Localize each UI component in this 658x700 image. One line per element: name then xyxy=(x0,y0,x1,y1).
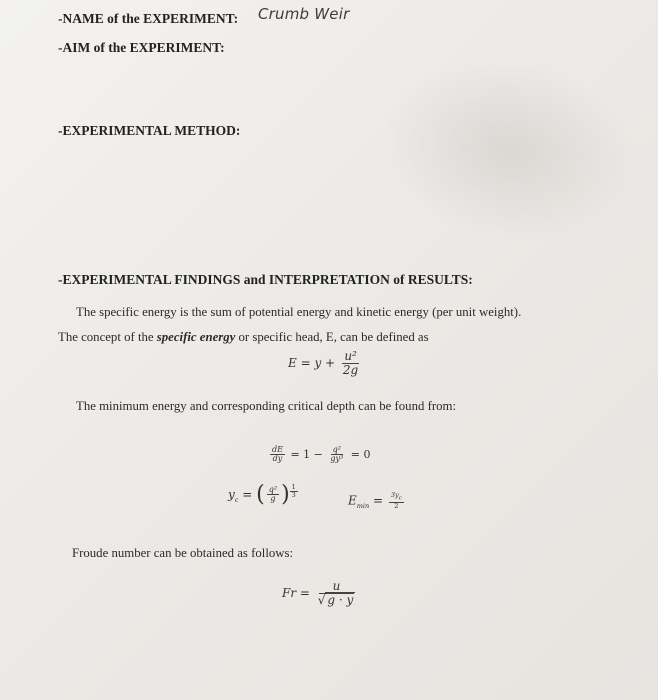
paragraph-concept-start: The concept of the xyxy=(58,330,157,344)
equation-critical-depth-fraction xyxy=(267,486,279,504)
equation-critical-depth xyxy=(228,484,300,506)
handwritten-experiment-name: Crumb Weir xyxy=(258,5,350,23)
paragraph-concept-end: or specific head, E, can be defined as xyxy=(235,330,429,344)
equation-froude-fraction xyxy=(316,580,358,607)
equation-derivative-dE-dy xyxy=(270,446,285,464)
equation-min-energy-equals: = xyxy=(373,493,384,508)
equation-derivative-numerator-2: q² xyxy=(332,445,341,454)
equation-min-energy-denominator: 2 xyxy=(394,501,399,510)
equation-derivative-numerator: dE xyxy=(272,445,283,454)
photo-shadow xyxy=(364,35,656,265)
equation-derivative-denominator-2: gy³ xyxy=(330,454,344,464)
equation-critical-depth-denominator: g xyxy=(270,494,276,504)
paragraph-concept xyxy=(58,330,429,345)
equation-critical-depth-numerator: q² xyxy=(268,484,278,494)
equation-min-energy-subscript: min xyxy=(356,501,370,510)
equation-derivative-rhs: = 0 xyxy=(350,448,371,462)
equation-critical-depth-exponent xyxy=(290,484,298,499)
equation-energy-denominator: 2g xyxy=(342,362,359,377)
equation-specific-energy xyxy=(288,350,362,377)
equation-froude xyxy=(282,580,359,607)
heading-experiment-name: -NAME of the EXPERIMENT: xyxy=(58,11,239,26)
equation-derivative-q-fraction xyxy=(328,446,345,464)
paragraph-concept-emphasis: specific energy xyxy=(156,330,236,344)
equation-derivative-middle: = 1 − xyxy=(290,448,323,462)
equation-froude-lhs: Fr = xyxy=(282,585,310,600)
paragraph-specific-energy: The specific energy is the sum of potential energy and kinetic energy (per unit weight). xyxy=(76,305,522,319)
equation-derivative xyxy=(268,446,370,464)
equation-froude-denominator xyxy=(316,594,358,607)
equation-energy-fraction xyxy=(341,350,360,377)
equation-derivative-denominator: dy xyxy=(272,454,283,464)
right-paren-symbol: ) xyxy=(281,482,290,507)
equation-energy-numerator: u² xyxy=(344,349,357,363)
equation-min-energy-numerator-subscript: c xyxy=(398,495,402,502)
equation-energy-lhs: E = y + xyxy=(288,355,336,370)
equation-critical-depth-exponent-denominator: 3 xyxy=(291,490,296,499)
equation-critical-depth-exponent-numerator: 1 xyxy=(291,483,296,491)
equation-critical-depth-lhs: y xyxy=(228,487,235,502)
left-paren-symbol: ( xyxy=(256,482,265,507)
paragraph-minimum-energy: The minimum energy and corresponding critical depth can be found from: xyxy=(76,399,457,413)
equation-critical-depth-equals: = xyxy=(242,487,253,502)
sqrt-symbol: √ xyxy=(317,592,326,607)
equation-minimum-energy xyxy=(348,492,406,510)
heading-aim: -AIM of the EXPERIMENT: xyxy=(58,40,225,55)
heading-method: -EXPERIMENTAL METHOD: xyxy=(58,123,241,138)
equation-min-energy-numerator-value: 3y xyxy=(390,491,399,499)
equation-froude-denominator-value: g · y xyxy=(327,592,354,607)
paragraph-froude: Froude number can be obtained as follows: xyxy=(72,546,294,560)
equation-critical-depth-subscript: c xyxy=(234,495,239,504)
equation-min-energy-lhs: E xyxy=(348,493,357,508)
heading-findings: -EXPERIMENTAL FINDINGS and INTERPRETATION of RESULTS: xyxy=(58,272,473,287)
equation-min-energy-fraction xyxy=(389,492,404,510)
equation-froude-numerator: u xyxy=(319,580,355,594)
